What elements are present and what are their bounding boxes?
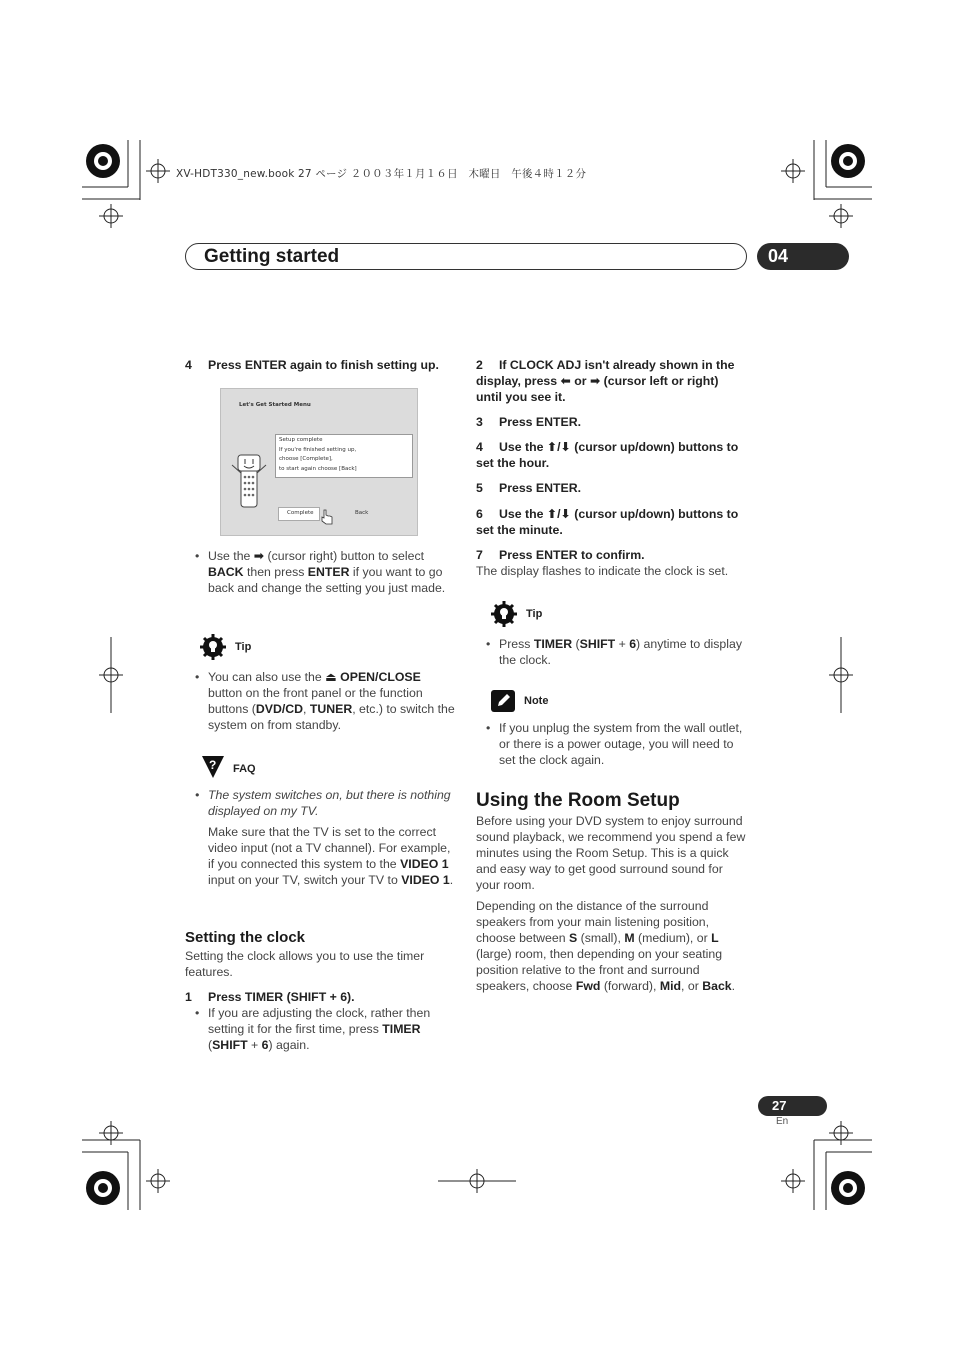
page-number-badge	[758, 1096, 827, 1116]
chapter-title: Getting started	[204, 246, 340, 267]
back-option[interactable]: Back	[355, 510, 369, 516]
tip-bullet-left: • You can also use the ⏏ OPEN/CLOSE button on the front panel or the function buttons (DVD/CD, TUNER, etc.) to switch the system on from standby.	[185, 669, 457, 733]
right-column	[476, 357, 746, 579]
tip-label-right: Tip	[526, 608, 543, 620]
screen-line: If you're finished setting up,	[279, 447, 357, 453]
complete-button[interactable]	[278, 507, 320, 521]
step-7: 7 Press ENTER to confirm.	[476, 548, 645, 562]
faq-question: • The system switches on, but there is nothing displayed on my TV.	[185, 787, 457, 819]
tip-body-left	[185, 669, 457, 733]
complete-label: Complete	[287, 510, 314, 516]
tip-bullet-right: • Press TIMER (SHIFT + 6) anytime to display the clock.	[476, 636, 746, 668]
setting-clock-heading: Setting the clock	[185, 929, 306, 946]
faq-label: FAQ	[233, 763, 256, 775]
faq-body	[185, 787, 457, 888]
screen-line: Setup complete	[279, 437, 323, 443]
room-setup-heading: Using the Room Setup	[476, 790, 680, 811]
page-number: 27	[772, 1098, 787, 1113]
step-5: 5 Press ENTER.	[476, 481, 582, 495]
clock-step-1: 1 Press TIMER (SHIFT + 6).	[185, 990, 355, 1004]
tip-body-right	[476, 636, 746, 668]
step-4-right: 4 Use the ⬆/⬇ (cursor up/down) buttons to set the hour.	[476, 440, 739, 470]
step-3: 3 Press ENTER.	[476, 415, 582, 429]
note-label: Note	[524, 695, 549, 707]
room-setup-para-2: Depending on the distance of the surround speakers from your main listening position, choose between S (small), M (medium), or L (large) room, then depending on your seating position relative to the front and surround speakers, choose Fwd (forward), Mid, or Back.	[476, 899, 736, 993]
step-2: 2 If CLOCK ADJ isn't already shown in the display, press ⬅ or ➡ (cursor left or right) until you see it.	[476, 358, 735, 404]
tip-lightbulb-icon	[490, 600, 518, 628]
clock-adjust-bullet: • If you are adjusting the clock, rather then setting it for the first time, press TIMER (SHIFT + 6) again.	[185, 1005, 457, 1053]
step-4-left: 4 Press ENTER again to finish setting up.	[185, 358, 439, 372]
note-body	[476, 720, 746, 768]
room-setup-para-1: Before using your DVD system to enjoy surround sound playback, we recommend you spend a few minutes using the Room Setup. This is a quick and easy way to get good surround sound for your room.	[476, 814, 746, 892]
step-7-description: The display flashes to indicate the clock is set.	[476, 564, 729, 578]
tip-lightbulb-icon	[199, 633, 227, 661]
hand-cursor-icon	[320, 509, 334, 525]
chapter-number: 04	[768, 246, 789, 266]
left-column-body	[185, 548, 457, 596]
screen-line: to start again choose [Back]	[279, 466, 357, 472]
screen-line: choose [Complete],	[279, 456, 333, 462]
room-setup-section	[476, 789, 746, 994]
book-meta-line: XV-HDT330_new.book 27 ページ ２００３年１月１６日 木曜日 午後４時１２分	[176, 168, 587, 180]
svg-text:?: ?	[209, 758, 217, 772]
faq-answer: Make sure that the TV is set to the correct video input (not a TV channel). For example, if you connected this system to the VIDEO 1 input on your TV, switch your TV to VIDEO 1.	[208, 825, 454, 887]
setup-menu-screen-illustration	[220, 388, 418, 536]
tip-label: Tip	[235, 641, 252, 653]
page-language: En	[776, 1116, 789, 1127]
faq-icon	[199, 753, 227, 781]
step-6: 6 Use the ⬆/⬇ (cursor up/down) buttons to set the minute.	[476, 507, 739, 537]
screen-title: Let's Get Started Menu	[239, 402, 311, 408]
screen-message-box	[275, 434, 413, 478]
left-column	[185, 357, 455, 373]
note-pencil-icon	[491, 690, 515, 712]
setting-clock-intro: Setting the clock allows you to use the timer features.	[185, 949, 425, 979]
note-bullet: • If you unplug the system from the wall outlet, or there is a power outage, you will need to set the clock again.	[476, 720, 746, 768]
remote-mascot-icon	[229, 451, 269, 511]
use-cursor-bullet: • Use the ➡ (cursor right) button to select BACK then press ENTER if you want to go back and change the setting you just made.	[185, 548, 457, 596]
setting-clock-section	[185, 928, 457, 1053]
